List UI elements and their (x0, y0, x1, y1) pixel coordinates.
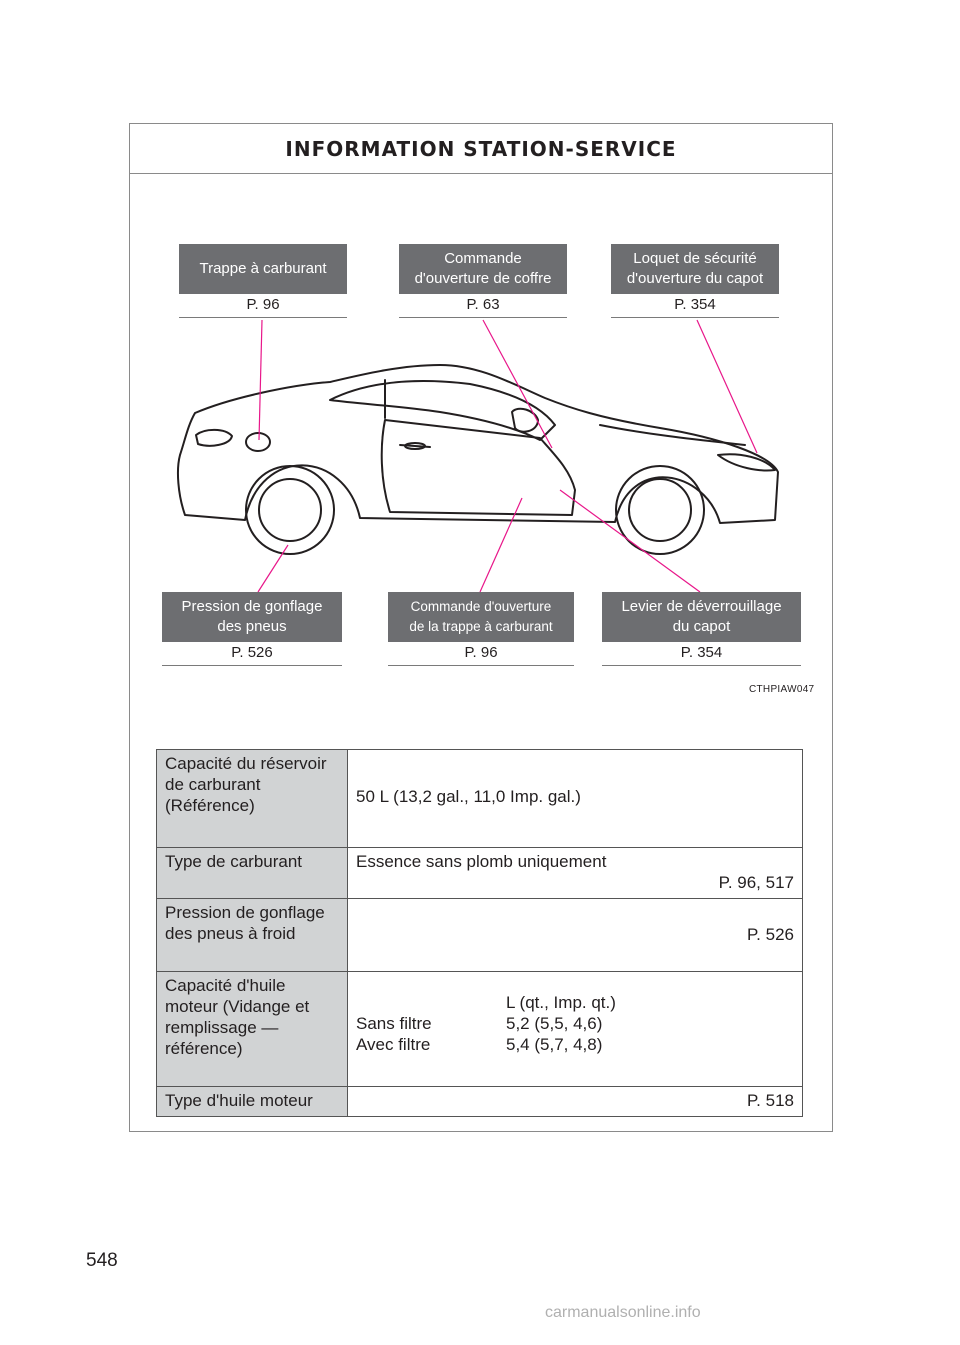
callout-fuel-door-page: P. 96 (179, 295, 347, 318)
front-wheel-rim (629, 479, 691, 541)
callout-trunk-opener (399, 244, 567, 318)
table-row (157, 972, 803, 1087)
oil-capacity-unit: L (qt., Imp. qt.) (506, 993, 616, 1012)
page-number: 548 (86, 1250, 118, 1271)
callout-hood-safety-catch (611, 244, 779, 318)
callout-tire-pressure (162, 592, 342, 666)
table-row (157, 848, 803, 899)
fuel-type-page-ref: P. 96, 517 (718, 873, 794, 892)
pointer-hood-safety-catch (697, 320, 757, 453)
oil-type-page-ref: P. 518 (348, 1087, 803, 1117)
callout-hood-safety-catch-page: P. 354 (611, 295, 779, 318)
oil-without-filter-label: Sans filtre (356, 1014, 432, 1033)
specs-table (156, 749, 803, 1117)
callout-fuel-door-label: Trappe à carburant (179, 244, 347, 294)
table-row (157, 750, 803, 848)
callout-hood-release-lever (602, 592, 801, 666)
car-tail-light (196, 430, 232, 446)
callout-tire-pressure-label: Pression de gonflage des pneus (162, 592, 342, 642)
callout-hood-safety-catch-label: Loquet de sécurité d'ouverture du capot (611, 244, 779, 294)
table-row (157, 899, 803, 972)
fuel-capacity-label: Capacité du réservoir de carburant (Référence) (157, 750, 348, 848)
tire-pressure-page-ref: P. 526 (348, 899, 803, 972)
callout-tire-pressure-page: P. 526 (162, 643, 342, 666)
rear-wheel-rim (259, 479, 321, 541)
tire-pressure-label: Pression de gonflage des pneus à froid (157, 899, 348, 972)
oil-with-filter-value: 5,4 (5,7, 4,8) (506, 1035, 603, 1054)
car-side-mirror (512, 409, 538, 432)
pointer-fuel-door (259, 320, 262, 440)
callout-trunk-opener-page: P. 63 (399, 295, 567, 318)
oil-type-label: Type d'huile moteur (157, 1087, 348, 1117)
fuel-type-cell (348, 848, 803, 899)
callout-fuel-door (179, 244, 347, 318)
figure-code: CTHPIAW047 (749, 684, 815, 695)
fuel-capacity-value: 50 L (13,2 gal., 11,0 Imp. gal.) (348, 750, 803, 848)
callout-fuel-door-opener-label: Commande d'ouverture de la trappe à carburant (388, 592, 574, 642)
car-body-outline (178, 365, 778, 523)
car-hood-crease (600, 425, 745, 445)
fuel-type-label: Type de carburant (157, 848, 348, 899)
car-head-light (718, 454, 775, 470)
oil-capacity-cell (348, 972, 803, 1087)
pointer-fuel-door-opener (480, 498, 522, 592)
oil-without-filter-value: 5,2 (5,5, 4,6) (506, 1014, 603, 1033)
callout-trunk-opener-label: Commande d'ouverture de coffre (399, 244, 567, 294)
callout-fuel-door-opener-page: P. 96 (388, 643, 574, 666)
callout-hood-release-lever-label: Levier de déverrouillage du capot (602, 592, 801, 642)
callout-hood-release-lever-page: P. 354 (602, 643, 801, 666)
pointer-tire-pressure (258, 545, 288, 592)
fuel-type-value: Essence sans plomb uniquement (356, 852, 607, 871)
page-title: INFORMATION STATION-SERVICE (285, 136, 677, 161)
oil-capacity-grid (356, 992, 794, 1055)
watermark: carmanualsonline.info (545, 1304, 701, 1321)
oil-capacity-label: Capacité d'huile moteur (Vidange et remplissage — référence) (157, 972, 348, 1087)
table-row (157, 1087, 803, 1117)
car-fuel-door (246, 433, 270, 451)
oil-with-filter-label: Avec filtre (356, 1035, 431, 1054)
pointer-trunk-opener (483, 320, 552, 448)
callout-fuel-door-opener (388, 592, 574, 666)
